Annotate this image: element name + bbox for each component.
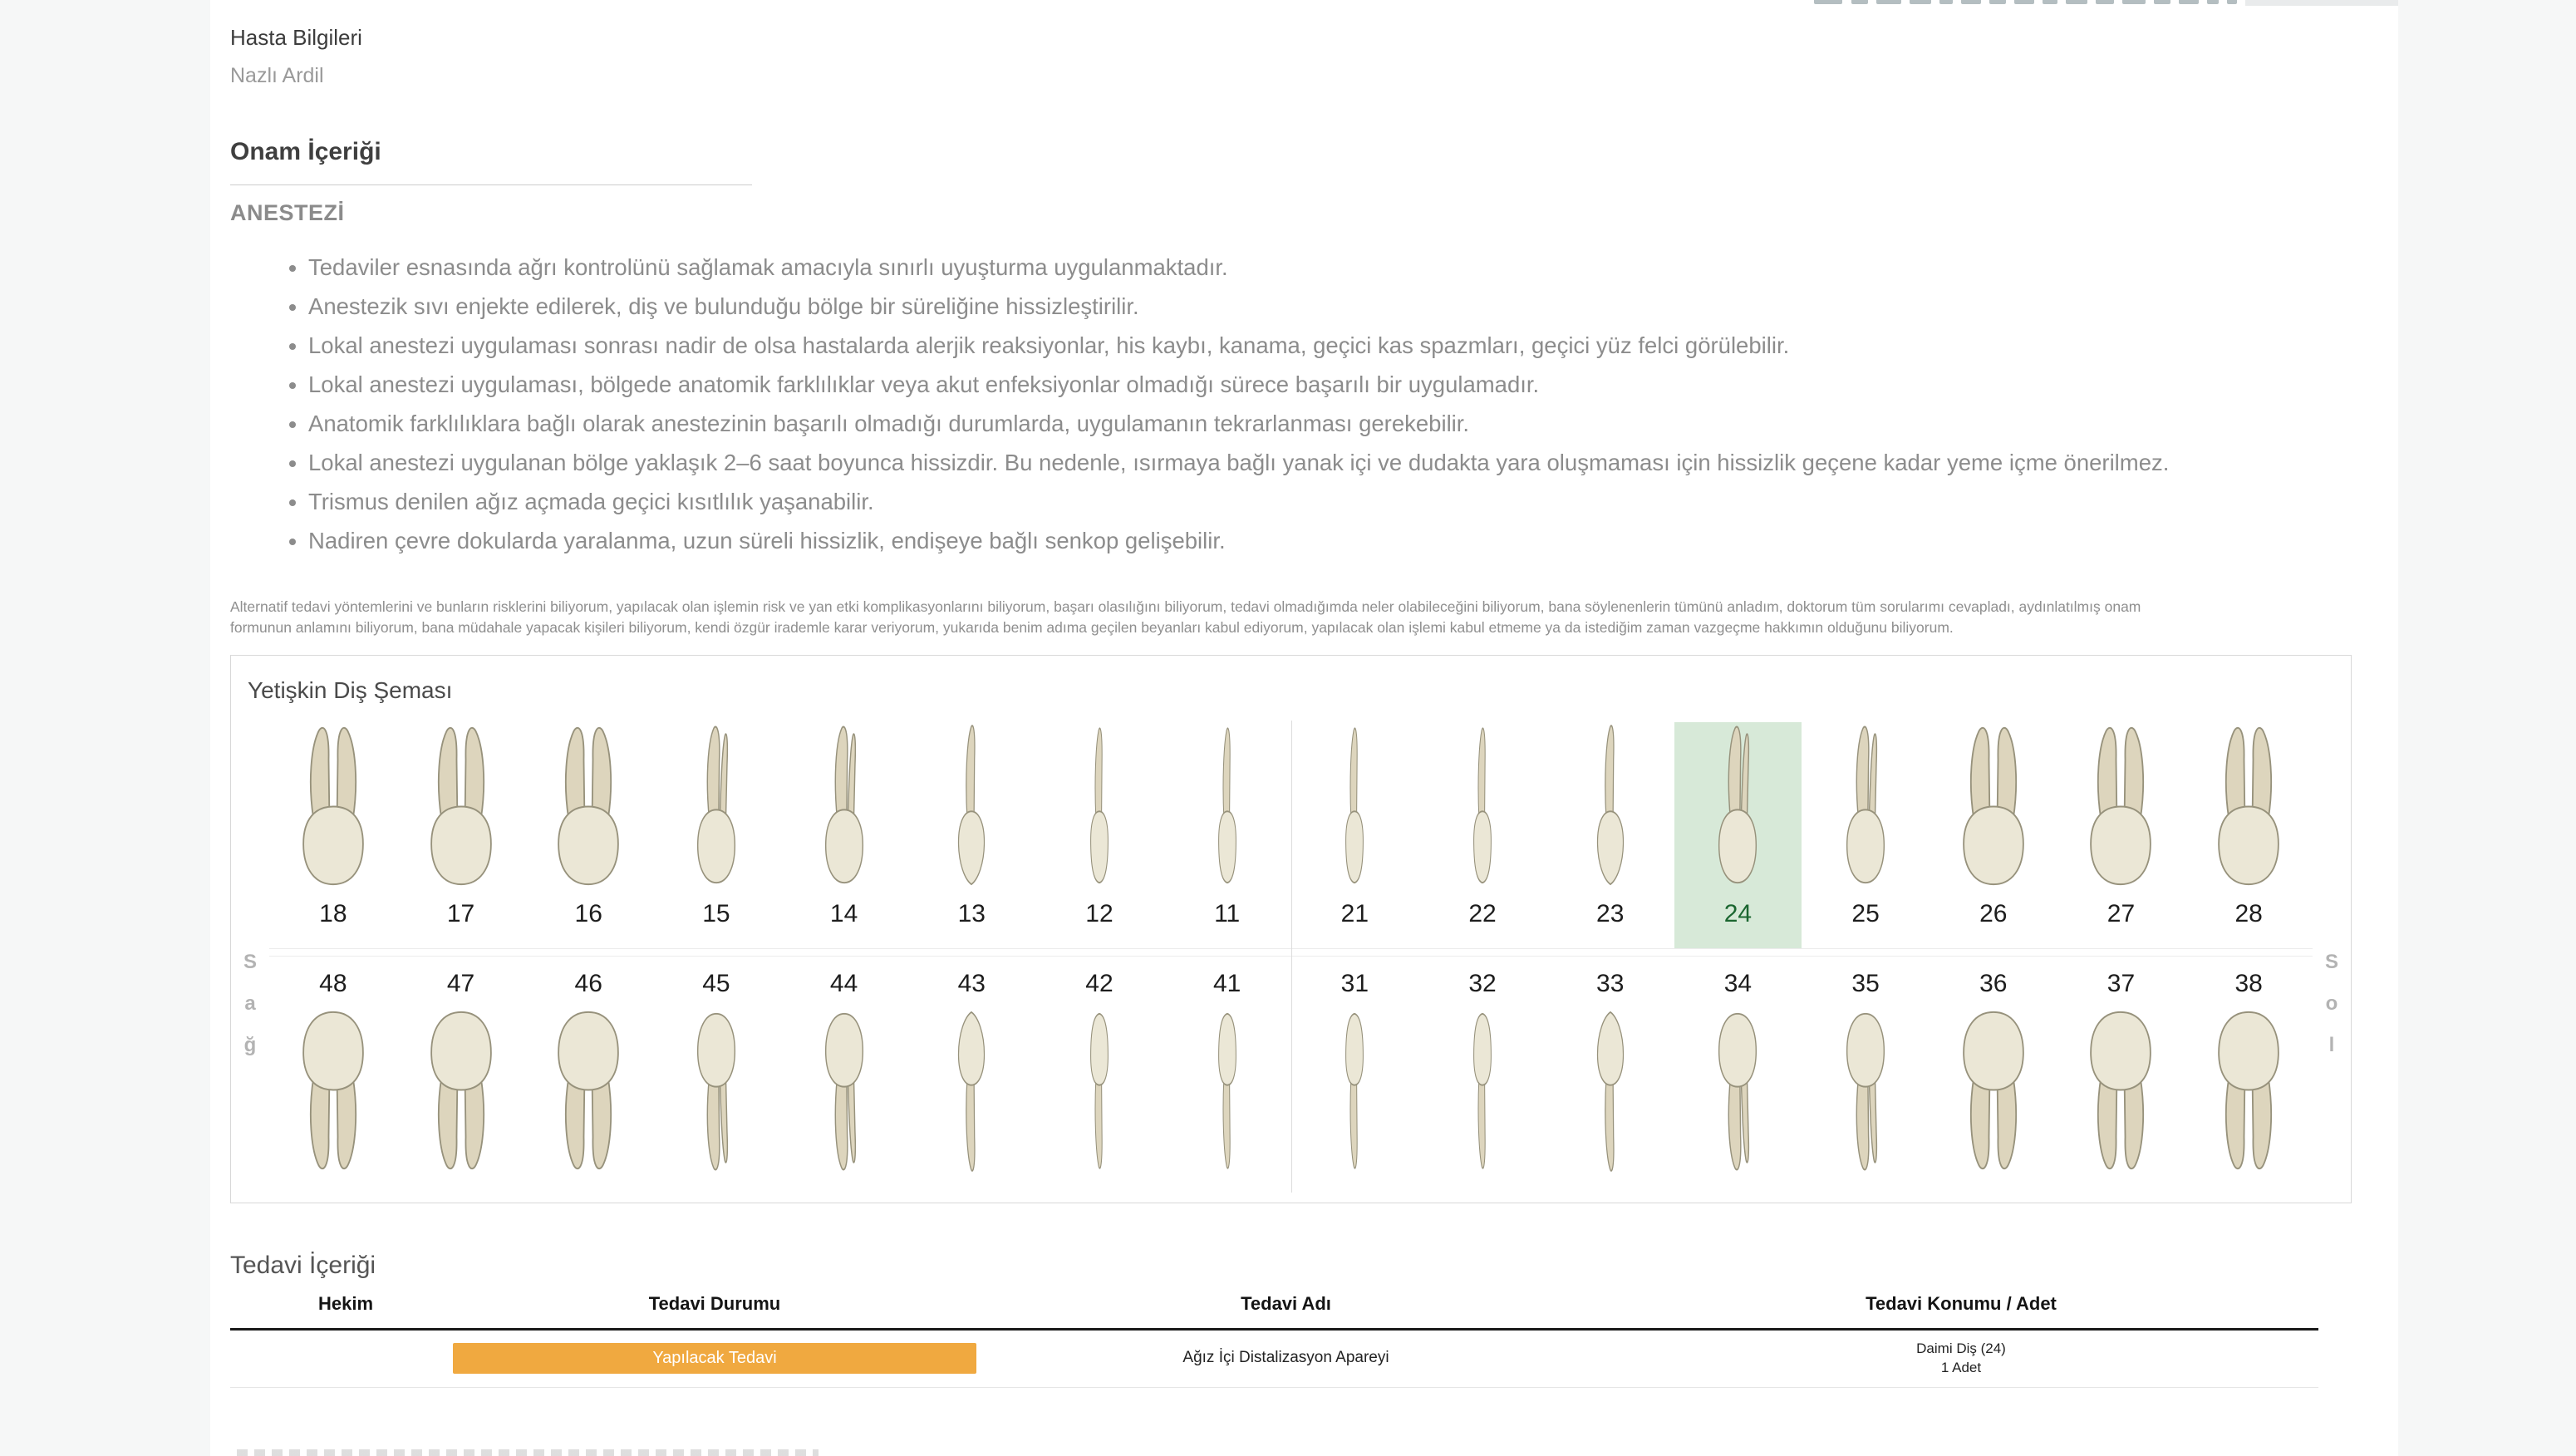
patient-section-title: Hasta Bilgileri bbox=[230, 25, 362, 50]
tooth-icon bbox=[1206, 722, 1249, 888]
anesthesia-heading: ANESTEZİ bbox=[230, 200, 345, 225]
cutoff-icon-fragment bbox=[2154, 0, 2170, 4]
side-label-letter: ğ bbox=[243, 1034, 257, 1056]
tooth-cell-23[interactable] bbox=[1546, 722, 1674, 948]
cutoff-icon-fragment bbox=[2227, 0, 2237, 4]
cutoff-icon-fragment bbox=[1910, 0, 1931, 4]
tooth-icon bbox=[1836, 1008, 1895, 1174]
tooth-icon bbox=[295, 722, 371, 888]
cell-treatment-quantity: 1 Adet bbox=[1940, 1360, 1982, 1375]
tooth-icon bbox=[1708, 1008, 1767, 1174]
tooth-number: 18 bbox=[319, 900, 347, 927]
tooth-number: 26 bbox=[1979, 900, 2008, 927]
tooth-number: 21 bbox=[1340, 900, 1369, 927]
tooth-number: 25 bbox=[1851, 900, 1880, 927]
tooth-icon bbox=[686, 1008, 746, 1174]
cutoff-icon-fragment bbox=[2179, 0, 2199, 4]
tooth-number: 22 bbox=[1468, 900, 1497, 927]
tooth-number: 44 bbox=[829, 970, 858, 997]
tooth-icon bbox=[1333, 722, 1376, 888]
tooth-number: 33 bbox=[1596, 970, 1625, 997]
cutoff-toolbar-bar bbox=[2245, 0, 2398, 6]
tooth-cell-26[interactable] bbox=[1930, 722, 2057, 948]
tooth-cell-14[interactable] bbox=[780, 722, 908, 948]
tooth-number: 38 bbox=[2234, 970, 2263, 997]
disclaimer-line: formunun anlamını biliyorum, bana müdahale yapacak kişileri biliyorum, kendi özgür irademle karar veriyorum, yukarıda benim adıma geçilen beyanları kabul ediyorum, yapılacak olan işlemi kabul etmeme ya da istediğim zaman vazgeçme hakkımın olduğunu biliyorum. bbox=[230, 619, 1954, 636]
tooth-number: 16 bbox=[574, 900, 602, 927]
anesthesia-bullet: • Anatomik farklılıklara bağlı olarak anestezinin başarılı olmadığı durumlarda, uygulamanın tekrarlanması gerekebilir. bbox=[308, 404, 2336, 443]
tooth-icon bbox=[2082, 722, 2159, 888]
tooth-icon bbox=[1585, 722, 1636, 888]
tooth-number: 32 bbox=[1468, 970, 1497, 997]
tooth-cell-46[interactable] bbox=[524, 967, 652, 1174]
tooth-cell-37[interactable] bbox=[2057, 967, 2185, 1174]
cutoff-next-section-text bbox=[237, 1449, 819, 1456]
chart-left-side-label bbox=[2313, 707, 2351, 1203]
cutoff-icon-fragment bbox=[1851, 0, 1868, 4]
cutoff-icon-fragment bbox=[2096, 0, 2114, 4]
tooth-number: 34 bbox=[1723, 970, 1753, 997]
tooth-number: 46 bbox=[574, 970, 602, 997]
column-header-tedavi-adi: Tedavi Adı bbox=[1241, 1293, 1331, 1314]
cutoff-icon-fragment bbox=[2043, 0, 2057, 4]
cutoff-icon-fragment bbox=[2066, 0, 2087, 4]
tooth-icon bbox=[1078, 1008, 1121, 1174]
tooth-cell-44[interactable] bbox=[780, 967, 908, 1174]
tooth-icon bbox=[1461, 1008, 1504, 1174]
tooth-number: 45 bbox=[702, 970, 730, 997]
cutoff-icon-fragment bbox=[2122, 0, 2146, 4]
column-header-hekim: Hekim bbox=[317, 1293, 374, 1314]
tooth-icon bbox=[1333, 1008, 1376, 1174]
tooth-number: 27 bbox=[2107, 900, 2136, 927]
tooth-number: 23 bbox=[1596, 900, 1625, 927]
consent-disclaimer bbox=[230, 597, 2283, 638]
tooth-icon bbox=[686, 722, 746, 888]
cutoff-icon-fragment bbox=[1961, 0, 1981, 4]
tooth-cell-38[interactable] bbox=[2185, 967, 2313, 1174]
treatment-table bbox=[230, 1293, 2318, 1388]
tooth-cell-24[interactable] bbox=[1674, 722, 1802, 948]
tooth-icon bbox=[2210, 1008, 2287, 1174]
quadrant bbox=[269, 967, 1291, 1174]
side-label-letter: l bbox=[2328, 1034, 2335, 1056]
tooth-icon bbox=[946, 1008, 997, 1174]
anesthesia-bullet-list bbox=[287, 248, 2336, 560]
quadrant bbox=[269, 722, 1291, 948]
tooth-icon bbox=[2082, 1008, 2159, 1174]
side-label-letter: S bbox=[243, 951, 257, 973]
cutoff-toolbar bbox=[0, 0, 2576, 8]
cutoff-icon-fragment bbox=[2207, 0, 2219, 4]
tooth-cell-28[interactable] bbox=[2185, 722, 2313, 948]
anesthesia-bullet: • Lokal anestezi uygulaması sonrası nadir de olsa hastalarda alerjik reaksiyonlar, his kaybı, kanama, geçici kas spazmları, geçici yüz felci görülebilir. bbox=[308, 326, 2336, 365]
tooth-chart-card bbox=[230, 655, 2352, 1203]
tooth-icon bbox=[1955, 722, 2032, 888]
tooth-number: 43 bbox=[957, 970, 986, 997]
tooth-number: 15 bbox=[702, 900, 730, 927]
tooth-icon bbox=[1708, 722, 1767, 888]
tooth-number: 42 bbox=[1085, 970, 1113, 997]
tooth-number: 47 bbox=[446, 970, 475, 997]
quadrant bbox=[1291, 722, 2313, 948]
tooth-icon bbox=[946, 722, 997, 888]
tooth-cell-33[interactable] bbox=[1546, 967, 1674, 1174]
quadrant bbox=[1291, 967, 2313, 1174]
tooth-icon bbox=[1461, 722, 1504, 888]
tooth-number: 13 bbox=[957, 900, 986, 927]
side-label-letter: a bbox=[244, 992, 256, 1015]
tooth-cell-21[interactable] bbox=[1291, 722, 1419, 948]
tooth-icon bbox=[2210, 722, 2287, 888]
tooth-icon bbox=[814, 722, 874, 888]
column-header-tedavi-durumu: Tedavi Durumu bbox=[648, 1293, 781, 1314]
tooth-number: 17 bbox=[446, 900, 475, 927]
tooth-number: 14 bbox=[829, 900, 858, 927]
cell-treatment-name: Ağız İçi Distalizasyon Apareyi bbox=[1182, 1349, 1389, 1366]
tooth-icon bbox=[1078, 722, 1121, 888]
tooth-cell-25[interactable] bbox=[1802, 722, 1930, 948]
treatment-section-title: Tedavi İçeriği bbox=[230, 1252, 376, 1279]
consent-divider bbox=[230, 184, 752, 185]
cutoff-icon-fragment bbox=[1876, 0, 1901, 4]
tooth-cell-31[interactable] bbox=[1291, 967, 1419, 1174]
tooth-icon bbox=[1836, 722, 1895, 888]
tooth-icon bbox=[1585, 1008, 1636, 1174]
tooth-icon bbox=[1955, 1008, 2032, 1174]
document-sheet bbox=[210, 0, 2398, 1456]
tooth-cell-12[interactable] bbox=[1035, 722, 1163, 948]
tooth-icon bbox=[1206, 1008, 1249, 1174]
anesthesia-bullet: • Anestezik sıvı enjekte edilerek, diş ve bulunduğu bölge bir süreliğine hissizleştirilir. bbox=[308, 287, 2336, 326]
tooth-cell-27[interactable] bbox=[2057, 722, 2185, 948]
anesthesia-bullet: • Trismus denilen ağız açmada geçici kısıtlılık yaşanabilir. bbox=[308, 482, 2336, 521]
tooth-cell-35[interactable] bbox=[1802, 967, 1930, 1174]
tooth-number: 28 bbox=[2234, 900, 2263, 927]
tooth-cell-15[interactable] bbox=[652, 722, 780, 948]
column-header-tedavi-konumu: Tedavi Konumu / Adet bbox=[1866, 1293, 2057, 1314]
tooth-cell-13[interactable] bbox=[907, 722, 1035, 948]
tooth-icon bbox=[423, 722, 499, 888]
tooth-cell-34[interactable] bbox=[1674, 967, 1802, 1174]
tooth-cell-48[interactable] bbox=[269, 967, 397, 1174]
tooth-cell-18[interactable] bbox=[269, 722, 397, 948]
tooth-icon bbox=[814, 1008, 874, 1174]
cell-treatment-location: Daimi Diş (24) bbox=[1916, 1340, 2006, 1356]
tooth-number: 24 bbox=[1723, 900, 1753, 927]
cutoff-icon-fragment bbox=[1814, 0, 1842, 4]
tooth-cell-45[interactable] bbox=[652, 967, 780, 1174]
tooth-icon bbox=[550, 722, 627, 888]
tooth-number: 41 bbox=[1212, 970, 1241, 997]
tooth-cell-41[interactable] bbox=[1163, 967, 1291, 1174]
tooth-number: 31 bbox=[1340, 970, 1369, 997]
tooth-cell-22[interactable] bbox=[1418, 722, 1546, 948]
tooth-cell-36[interactable] bbox=[1930, 967, 2057, 1174]
tooth-icon bbox=[550, 1008, 627, 1174]
tooth-cell-17[interactable] bbox=[397, 722, 525, 948]
tooth-cell-32[interactable] bbox=[1418, 967, 1546, 1174]
chart-right-side-label bbox=[231, 707, 269, 1203]
side-label-letter: o bbox=[2325, 992, 2338, 1015]
consent-title: Onam İçeriği bbox=[230, 138, 381, 165]
tooth-cell-16[interactable] bbox=[524, 722, 652, 948]
tooth-number: 12 bbox=[1085, 900, 1113, 927]
side-label-letter: S bbox=[2324, 951, 2338, 973]
tooth-chart-title: Yetişkin Diş Şeması bbox=[248, 677, 453, 703]
anesthesia-bullet: • Lokal anestezi uygulanan bölge yaklaşık 2–6 saat boyunca hissizdir. Bu nedenle, ısırmaya bağlı yanak içi ve dudakta yara oluşmaması için hissizlik geçene kadar yeme içme önerilmez. bbox=[308, 443, 2336, 482]
tooth-number: 48 bbox=[319, 970, 347, 997]
cutoff-icon-fragment bbox=[1989, 0, 2006, 4]
patient-name: Nazlı Ardil bbox=[230, 64, 324, 87]
anesthesia-bullet: • Nadiren çevre dokularda yaralanma, uzun süreli hissizlik, endişeye bağlı senkop gelişebilir. bbox=[308, 521, 2336, 560]
tooth-icon bbox=[295, 1008, 371, 1174]
cutoff-icon-fragment bbox=[1939, 0, 1953, 4]
disclaimer-line: Alternatif tedavi yöntemlerini ve bunların risklerini biliyorum, yapılacak olan işlemin risk ve yan etki komplikasyonlarını biliyorum, başarı olasılığını biliyorum, tedavi olmadığımda neler olabileceğini biliyorum, bana söylenenlerin tümünü anladım, doktorum tüm sorularımı cevapladı, aydınlatılmış onam bbox=[230, 598, 2141, 615]
treatment-status-badge[interactable]: Yapılacak Tedavi bbox=[453, 1343, 976, 1374]
tooth-icon bbox=[423, 1008, 499, 1174]
tooth-cell-43[interactable] bbox=[907, 967, 1035, 1174]
anesthesia-bullet: • Tedaviler esnasında ağrı kontrolünü sağlamak amacıyla sınırlı uyuşturma uygulanmaktadır. bbox=[308, 248, 2336, 287]
treatment-table-header bbox=[230, 1293, 2318, 1331]
tooth-number: 36 bbox=[1979, 970, 2008, 997]
anesthesia-bullet: • Lokal anestezi uygulaması, bölgede anatomik farklılıklar veya akut enfeksiyonlar olmadığı sürece başarılı bir uygulamadır. bbox=[308, 365, 2336, 404]
cutoff-icon-fragment bbox=[2014, 0, 2034, 4]
tooth-number: 37 bbox=[2107, 970, 2136, 997]
tooth-cell-47[interactable] bbox=[397, 967, 525, 1174]
tooth-number: 35 bbox=[1851, 970, 1880, 997]
tooth-cell-42[interactable] bbox=[1035, 967, 1163, 1174]
treatment-row bbox=[230, 1331, 2318, 1388]
tooth-number: 11 bbox=[1214, 900, 1241, 927]
tooth-cell-11[interactable] bbox=[1163, 722, 1291, 948]
